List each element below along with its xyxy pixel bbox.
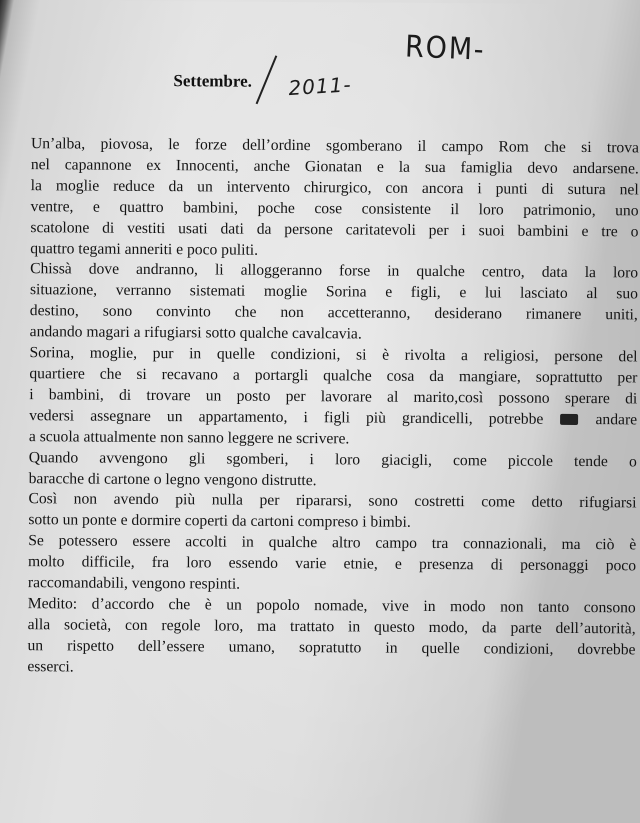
text-line: esserci. <box>27 657 74 676</box>
text-line: destino, sono convinto che non accetteranno, desiderano rimanere uniti, <box>29 302 638 324</box>
text-line: Se potessero essere accolti in qualche altro campo tra connazionali, ma ciò è <box>28 532 637 554</box>
text-line: un rispetto dell’essere umano, sopratutto in quelle condizioni, dovrebbe <box>27 636 636 659</box>
text-line: scatolone di vestiti usati dati da persone caritatevoli per i suoi bambini e tre o <box>30 218 639 241</box>
text-line: Un’alba, piovosa, le forze dell’ordine sgomberano il campo Rom che si trova <box>30 135 640 157</box>
text-line: i bambini, di trovare un posto per lavorare al marito,così possono sperare di <box>29 386 638 408</box>
text-line: quattro tegami anneriti e poco puliti. <box>30 239 259 259</box>
text-line: ventre, e quattro bambini, poche cose consistente il loro patrimonio, uno <box>30 197 639 220</box>
text-segment: vedersi assegnare un appartamento, i figli più grandicelli, potrebbe <box>29 406 560 428</box>
text-line: alla società, con regole loro, ma trattato in questo modo, da parte dell’autorità, <box>27 615 636 638</box>
text-line: Medito: d’accordo che è un popolo nomade, vive in modo non tanto consono <box>27 595 636 617</box>
document-heading: Settembre. <box>173 71 253 91</box>
text-line: Sorina, moglie, pur in quelle condizioni, si è rivolta a religiosi, persone del <box>29 344 638 366</box>
handwritten-date: 2011- <box>287 72 353 101</box>
text-line: molto difficile, fra loro essendo varie etnie, e presenza di personaggi poco <box>28 553 637 575</box>
text-segment: andare <box>579 410 638 429</box>
text-line: a scuola attualmente non sanno leggere ne scrivere. <box>28 427 350 448</box>
ink-scribble <box>560 414 578 425</box>
text-line: baracche di cartone o legno vengono distrutte. <box>28 469 317 489</box>
text-line: situazione, verranno sistemati moglie Sorina e figli, e lui lasciato al suo <box>29 281 639 303</box>
text-line: sotto un ponte e dormire coperti da cartoni compreso i bimbi. <box>28 511 411 532</box>
handwritten-note: ROM- <box>404 29 487 68</box>
paper-sheet <box>2 0 640 823</box>
text-line: Chissà dove andranno, li alloggeranno forse in qualche centro, data la loro <box>30 260 639 282</box>
pen-slash <box>256 55 278 104</box>
text-line: raccomandabili, vengono respinti. <box>27 574 241 593</box>
text-line: Quando avvengono gli sgomberi, i loro giacigli, come piccole tende o <box>28 448 637 470</box>
text-line: la moglie reduce da un intervento chirurgico, con ancora i punti di sutura nel <box>30 176 639 199</box>
body-text <box>27 134 639 682</box>
text-line: Così non avendo più nulla per ripararsi, sono costretti come detto rifugiarsi <box>28 490 637 512</box>
text-line: nel capannone ex Innocenti, anche Gionatan e la sua famiglia devo andarsene. <box>30 156 639 178</box>
text-line: andando magari a rifugiarsi sotto qualche cavalcavia. <box>29 323 362 343</box>
text-line: quartiere che si recavano a portargli qualche cosa da mangiare, soprattutto per <box>29 365 638 387</box>
